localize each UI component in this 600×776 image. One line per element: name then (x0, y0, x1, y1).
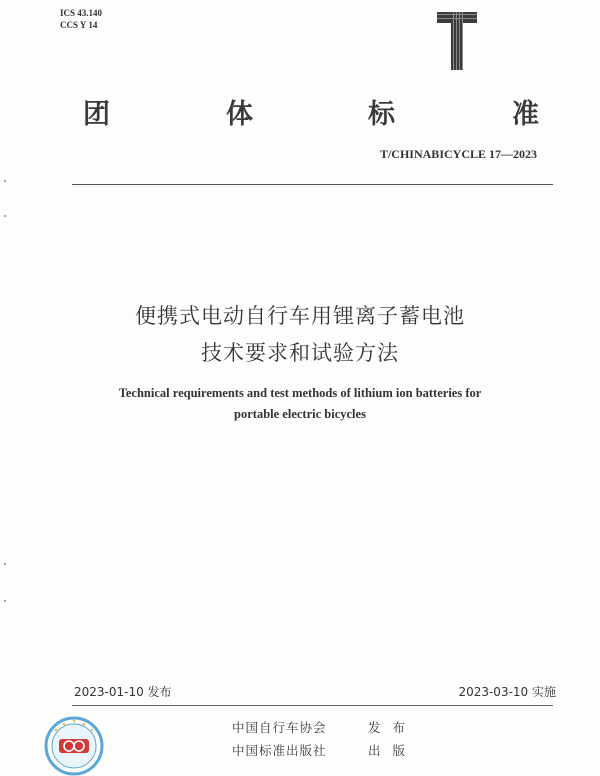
publisher-seal-logo (44, 716, 104, 776)
scan-speck (4, 563, 6, 565)
standard-type-letter-t (437, 12, 477, 70)
footer-divider (72, 705, 553, 706)
category-char-2: 体 (226, 99, 253, 130)
issuer-action-1: 发 布 (368, 720, 409, 735)
header-divider (72, 184, 553, 185)
category-char-3: 标 (368, 99, 395, 130)
standard-number: T/CHINABICYCLE 17—2023 (379, 147, 537, 161)
scan-speck (4, 180, 6, 182)
scan-speck (4, 600, 6, 602)
scan-speck (4, 215, 6, 217)
ics-code: ICS 43.140 (60, 8, 103, 18)
title-en-line1: Technical requirements and test methods of lithium ion batteries for (118, 386, 482, 400)
title-zh-line2: 技术要求和试验方法 (201, 341, 399, 365)
implement-date: 2023-03-10 实施 (458, 685, 556, 699)
issue-date: 2023-01-10 发布 (74, 685, 172, 699)
title-en-line2: portable electric bicycles (234, 407, 366, 421)
title-zh-line1: 便携式电动自行车用锂离子蓄电池 (135, 304, 465, 328)
ccs-code: CCS Y 14 (60, 20, 98, 30)
issuer-org-1: 中国自行车协会 (232, 720, 327, 735)
category-char-4: 准 (512, 99, 539, 130)
issuer-action-2: 出 版 (368, 743, 409, 758)
issuer-org-2: 中国标准出版社 (232, 743, 327, 758)
category-char-1: 团 (83, 99, 110, 130)
classification-codes (60, 7, 102, 31)
